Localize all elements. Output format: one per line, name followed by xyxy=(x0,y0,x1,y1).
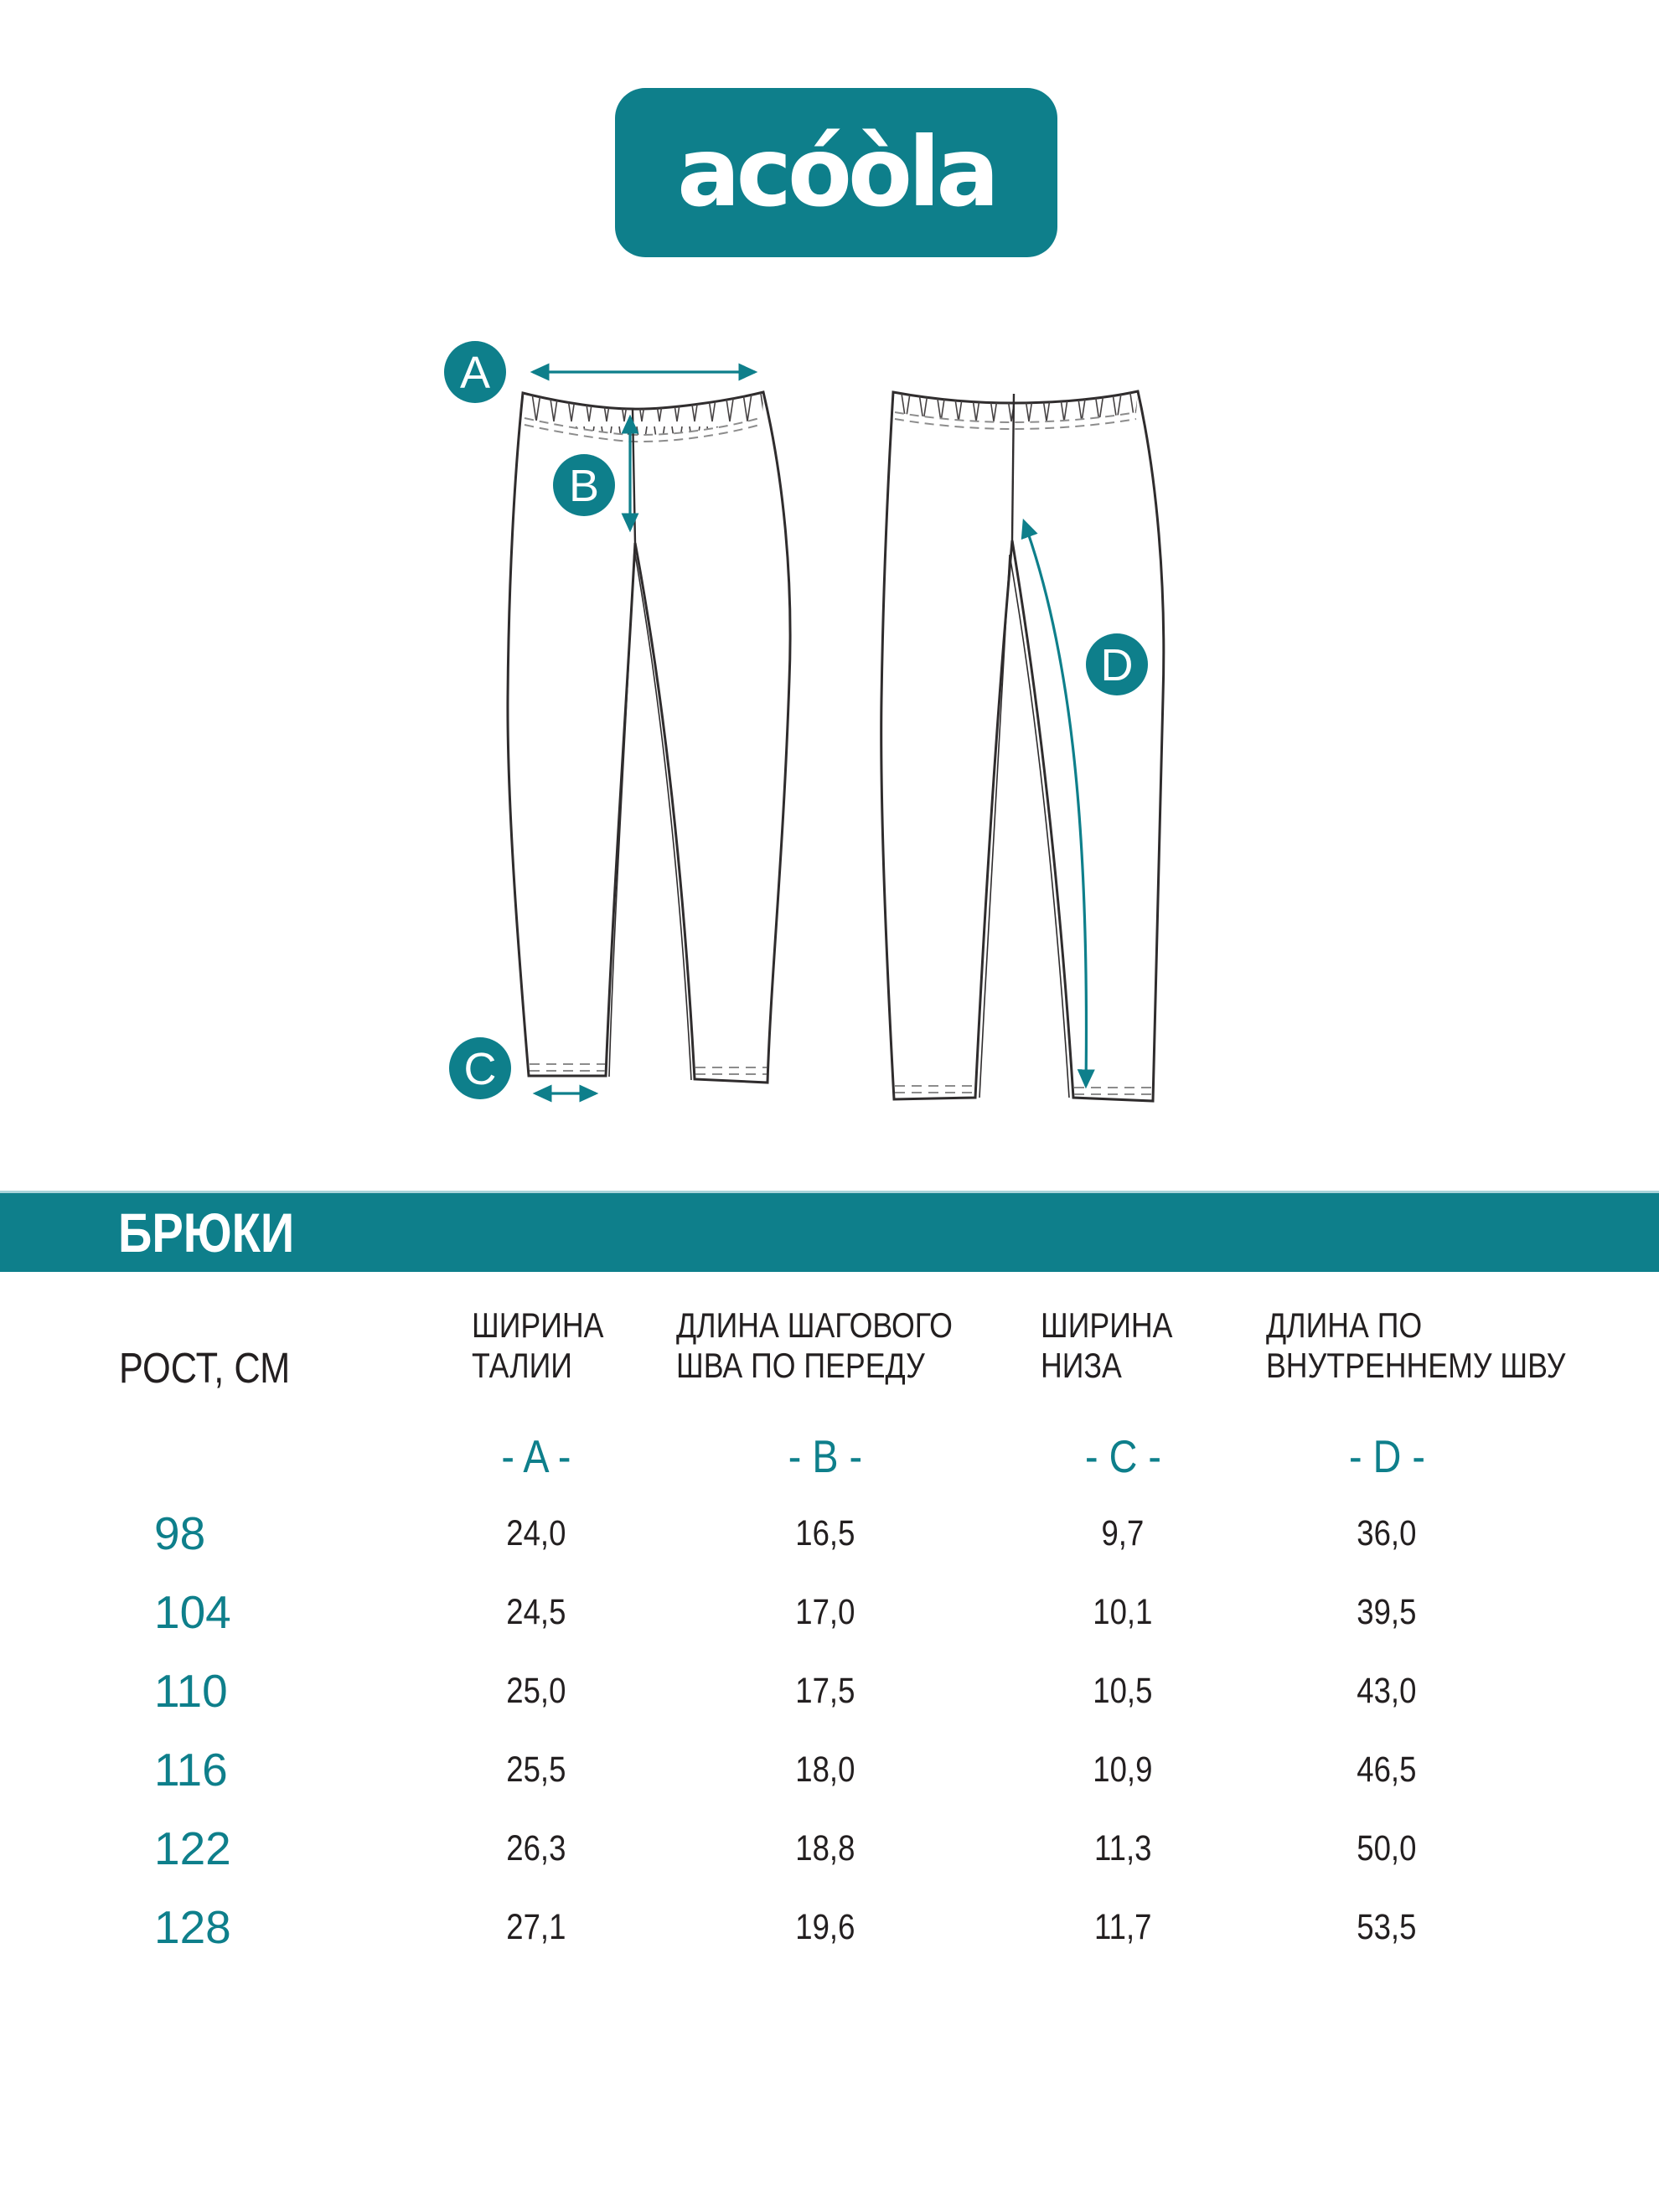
section-banner xyxy=(0,1191,1659,1272)
cell-a: 24,5 xyxy=(506,1592,566,1632)
cell-b: 17,5 xyxy=(795,1671,855,1711)
back-silhouette xyxy=(881,391,1164,1101)
cell-d: 36,0 xyxy=(1357,1513,1417,1553)
cell-d: 53,5 xyxy=(1357,1907,1417,1947)
cell-c: 10,9 xyxy=(1093,1749,1153,1790)
table-row xyxy=(0,1823,1659,1873)
marker-c xyxy=(449,1037,511,1099)
column-header-a-line2: ТАЛИИ xyxy=(472,1346,572,1385)
size-column-header xyxy=(70,1346,339,1390)
letter-ref-c: - C - xyxy=(1084,1430,1161,1482)
cell-a: 25,0 xyxy=(506,1671,566,1711)
cell-b: 17,0 xyxy=(795,1592,855,1632)
row-size: 122 xyxy=(154,1822,231,1874)
section-title-text: БРЮКИ xyxy=(118,1202,295,1264)
column-header-b-line1: ДЛИНА ШАГОВОГО xyxy=(676,1305,953,1345)
front-silhouette xyxy=(508,392,790,1083)
marker-b-letter: B xyxy=(568,461,600,511)
marker-c-letter: C xyxy=(463,1044,497,1094)
letter-ref-d: - D - xyxy=(1348,1430,1425,1482)
cell-b: 18,8 xyxy=(795,1828,855,1868)
marker-b xyxy=(553,454,615,516)
column-header-b-line2: ШВА ПО ПЕРЕДУ xyxy=(676,1346,925,1385)
letter-ref-a: - A - xyxy=(501,1430,571,1482)
letter-ref-b: - B - xyxy=(788,1430,863,1482)
marker-a xyxy=(444,341,506,403)
marker-d xyxy=(1086,633,1148,695)
cell-c: 11,7 xyxy=(1093,1907,1152,1947)
row-size: 110 xyxy=(154,1665,228,1717)
table-row xyxy=(0,1744,1659,1795)
cell-c: 10,5 xyxy=(1093,1671,1153,1711)
cell-d: 39,5 xyxy=(1357,1592,1417,1632)
cell-a: 24,0 xyxy=(506,1513,566,1553)
column-header-b xyxy=(676,1305,1001,1386)
column-header-c-line2: НИЗА xyxy=(1041,1346,1122,1385)
cell-a: 25,5 xyxy=(506,1749,566,1790)
cell-b: 18,0 xyxy=(795,1749,855,1790)
cell-c: 9,7 xyxy=(1101,1513,1145,1553)
column-header-c xyxy=(1041,1305,1196,1386)
section-title xyxy=(118,1193,325,1272)
table-row xyxy=(0,1508,1659,1558)
marker-d-letter: D xyxy=(1100,640,1134,690)
front-view-drawing xyxy=(508,392,790,1083)
cell-b: 16,5 xyxy=(795,1513,855,1553)
size-column-header-text: РОСТ, СМ xyxy=(118,1344,291,1392)
cell-b: 19,6 xyxy=(795,1907,855,1947)
marker-a-letter: A xyxy=(459,348,491,398)
brand-logo-text: acóòla xyxy=(677,116,995,229)
row-size: 104 xyxy=(154,1586,231,1638)
cell-d: 43,0 xyxy=(1357,1671,1417,1711)
table-row xyxy=(0,1666,1659,1716)
cell-c: 10,1 xyxy=(1093,1592,1153,1632)
row-size: 128 xyxy=(154,1901,231,1953)
row-size: 116 xyxy=(154,1744,228,1796)
cell-d: 50,0 xyxy=(1357,1828,1417,1868)
cell-a: 27,1 xyxy=(506,1907,566,1947)
column-header-a xyxy=(472,1305,627,1386)
row-size: 98 xyxy=(154,1507,206,1559)
column-header-d xyxy=(1266,1305,1619,1386)
back-view-drawing xyxy=(881,391,1164,1101)
column-header-d-line1: ДЛИНА ПО xyxy=(1266,1305,1423,1345)
letter-reference-row xyxy=(0,1431,1659,1481)
column-header-d-line2: ВНУТРЕННЕМУ ШВУ xyxy=(1266,1346,1566,1385)
cell-a: 26,3 xyxy=(506,1828,566,1868)
cell-d: 46,5 xyxy=(1357,1749,1417,1790)
column-header-c-line1: ШИРИНА xyxy=(1041,1305,1173,1345)
table-row xyxy=(0,1902,1659,1952)
table-row xyxy=(0,1587,1659,1637)
cell-c: 11,3 xyxy=(1093,1828,1152,1868)
column-header-a-line1: ШИРИНА xyxy=(472,1305,604,1345)
